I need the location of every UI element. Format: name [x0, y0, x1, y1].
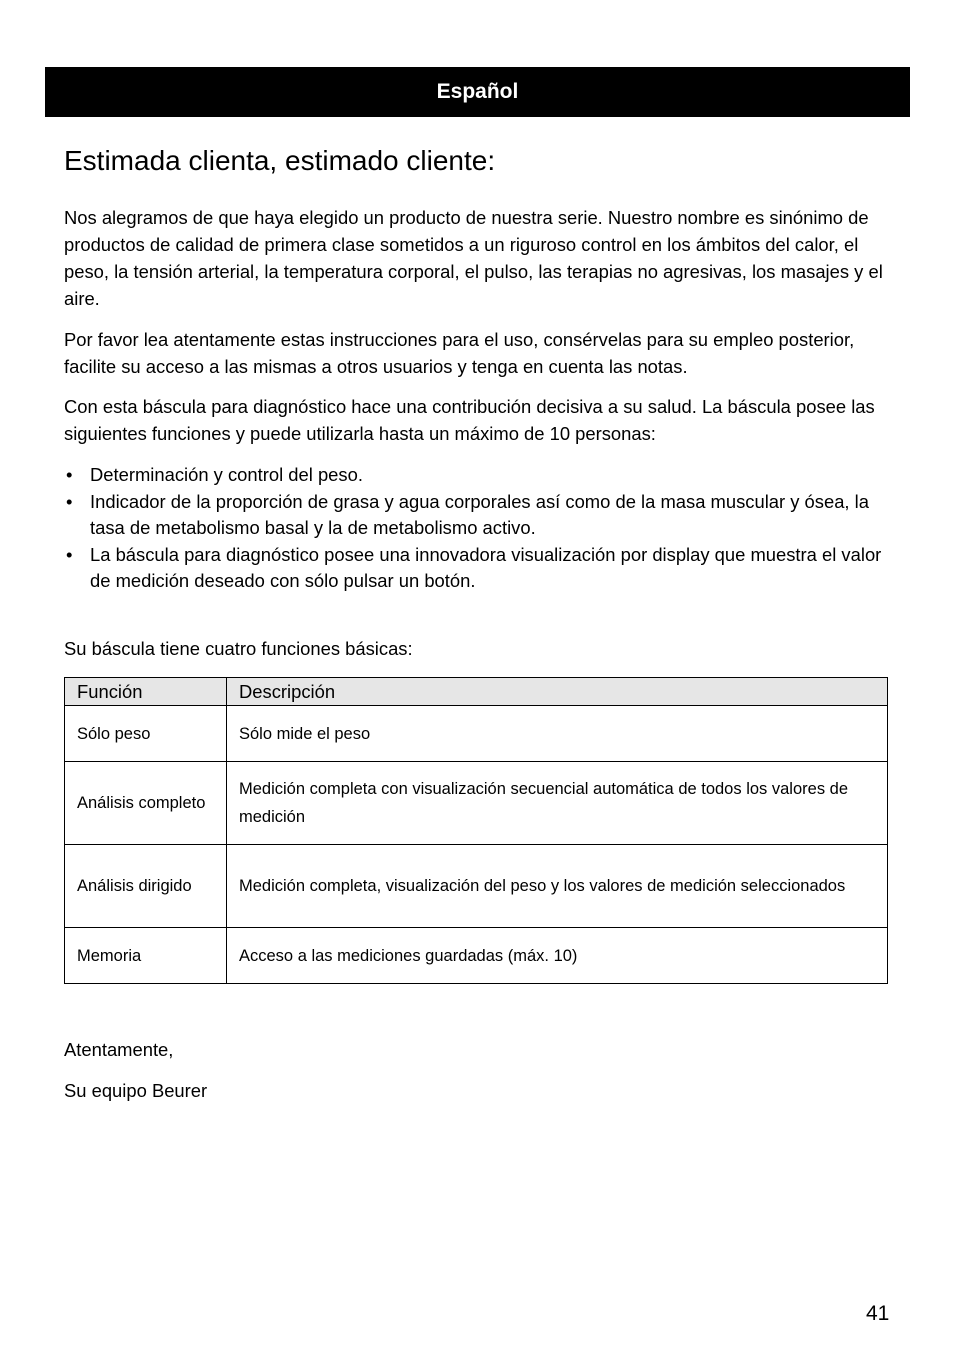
table-intro: Su báscula tiene cuatro funciones básicas: — [64, 638, 413, 659]
language-header-bar — [45, 67, 910, 117]
table-header-row — [65, 678, 888, 706]
functions-table — [64, 677, 888, 984]
table-row — [65, 762, 888, 845]
table-row — [65, 845, 888, 928]
table-row — [65, 706, 888, 762]
functions-paragraph: Con esta báscula para diagnóstico hace una contribución decisiva a su salud. La báscula posee las siguientes funciones y puede utilizarla hasta un máximo de 10 personas: — [64, 396, 875, 444]
list-item-text: Indicador de la proporción de grasa y agua corporales así como de la masa muscular y ósea, la tasa de metabolismo basal y la de metabolismo activo. — [90, 490, 869, 538]
function-cell: Análisis dirigido — [65, 845, 227, 928]
bullet-icon: • — [66, 543, 73, 565]
table-row — [65, 928, 888, 984]
function-cell: Análisis completo — [65, 762, 227, 845]
instructions-paragraph: Por favor lea atentamente estas instrucciones para el uso, consérvelas para su empleo posterior, facilite su acceso a las mismas a otros usuarios y tenga en cuenta las notas. — [64, 329, 855, 377]
function-cell: Sólo peso — [65, 706, 227, 762]
feature-list — [64, 462, 894, 595]
description-cell: Sólo mide el peso — [227, 706, 888, 762]
list-item — [64, 542, 894, 595]
page-number: 41 — [866, 1302, 890, 1325]
description-cell: Medición completa, visualización del peso y los valores de medición seleccionados — [227, 845, 888, 928]
description-cell: Acceso a las mediciones guardadas (máx. 10) — [227, 928, 888, 984]
description-cell: Medición completa con visualización secuencial automática de todos los valores de medición — [227, 762, 888, 845]
list-item — [64, 489, 894, 542]
closing-text: Atentamente, — [64, 1039, 174, 1060]
list-item — [64, 462, 894, 489]
bullet-icon: • — [66, 490, 73, 512]
function-cell: Memoria — [65, 928, 227, 984]
column-header-function: Función — [65, 678, 227, 706]
list-item-text: La báscula para diagnóstico posee una innovadora visualización por display que muestra el valor de medición deseado con sólo pulsar un botón. — [90, 543, 882, 591]
list-item-text: Determinación y control del peso. — [90, 464, 363, 485]
signature-text: Su equipo Beurer — [64, 1080, 208, 1101]
intro-paragraph: Nos alegramos de que haya elegido un producto de nuestra serie. Nuestro nombre es sinónimo de productos de calidad de primera clase sometidos a un riguroso control en los ámbitos del calor, el peso, la tensión arterial, la temperatura corporal, el pulso, las terapias no agresivas, los masajes y el aire. — [64, 207, 883, 309]
page-title: Estimada clienta, estimado cliente: — [64, 145, 496, 176]
bullet-icon: • — [66, 464, 73, 485]
column-header-description: Descripción — [227, 678, 888, 706]
language-label: Español — [436, 80, 519, 103]
